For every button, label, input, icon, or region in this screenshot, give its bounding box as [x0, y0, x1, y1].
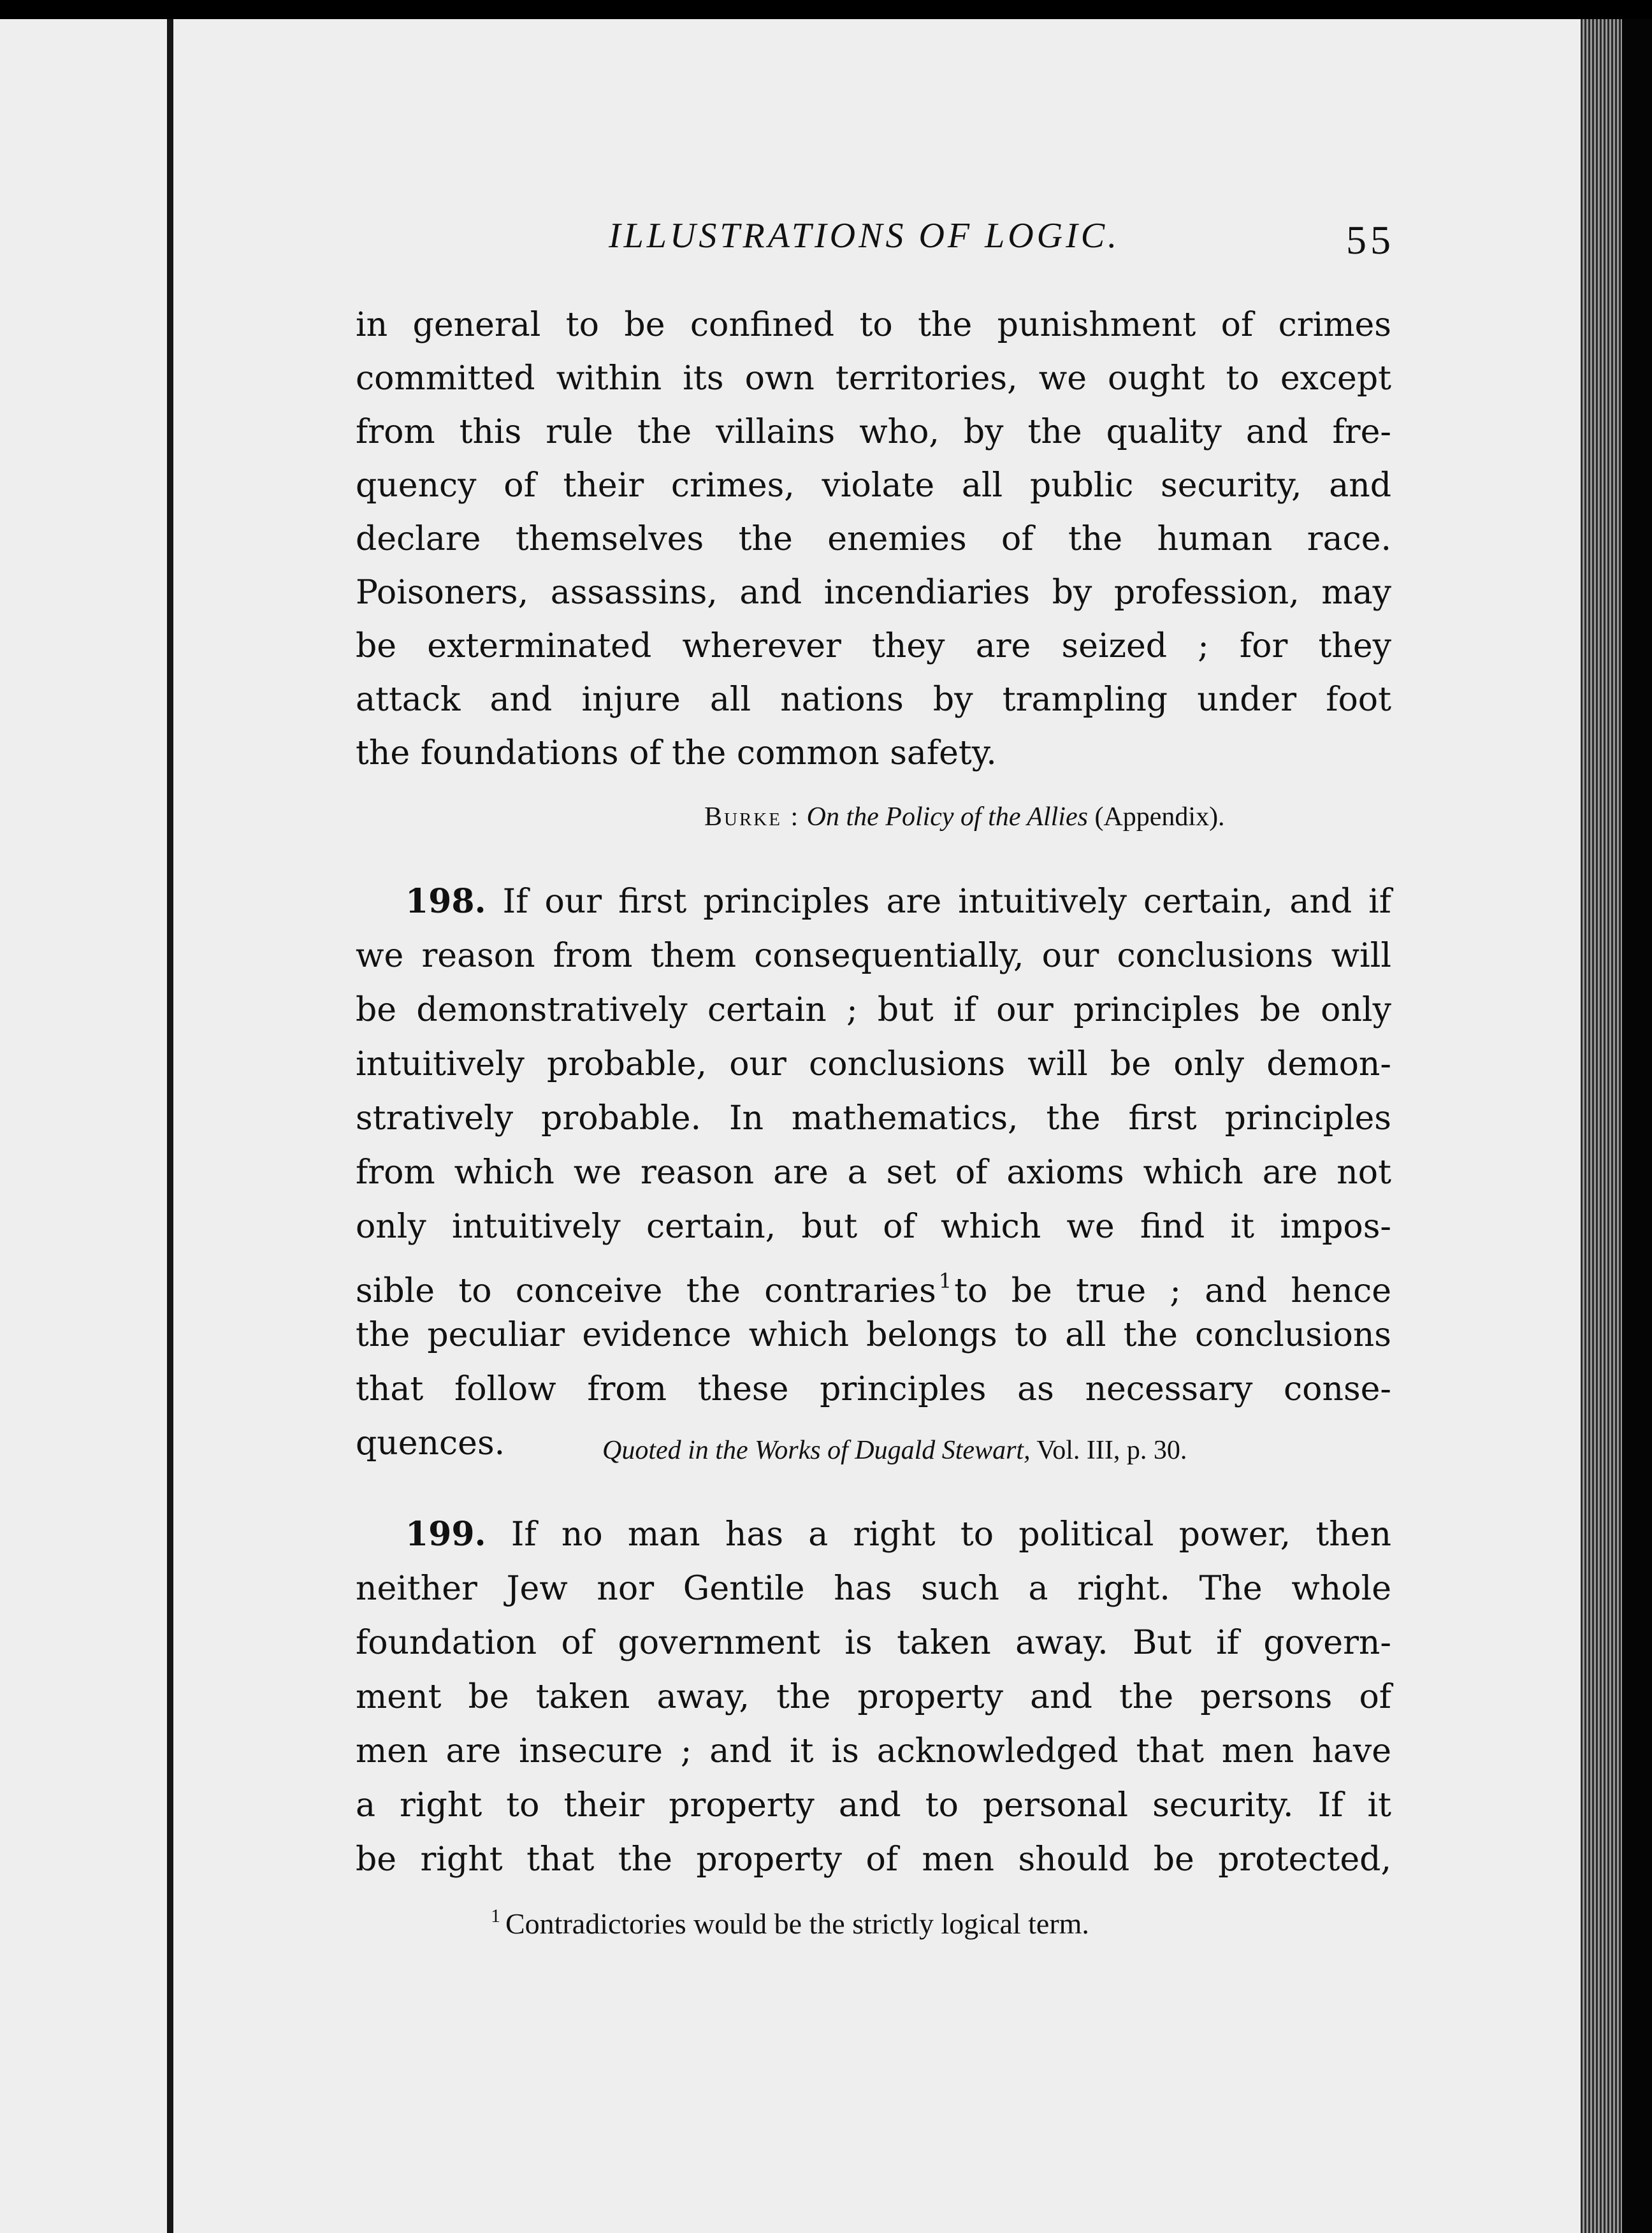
text-line: declare themselves the enemies of the human race.: [356, 520, 1391, 558]
text-line: be demonstratively certain ; but if our principles be only: [356, 991, 1391, 1029]
book-gutter: [167, 19, 173, 2233]
footnote-text: Contradictories would be the strictly logical term.: [505, 1907, 1089, 1940]
text-line: the peculiar evidence which belongs to all the conclusions: [356, 1316, 1391, 1354]
text-line: quences.: [356, 1424, 505, 1463]
text-line: intuitively probable, our conclusions will be only demon-: [356, 1045, 1391, 1083]
passage-number: 199.: [405, 1515, 486, 1554]
page-number: 55: [1346, 217, 1395, 263]
text-line: stratively probable. In mathematics, the first principles: [356, 1099, 1391, 1138]
text-line-with-note: [356, 1262, 1391, 1310]
citation-note: (Appendix).: [1094, 802, 1225, 832]
footnote-reference: 1: [938, 1269, 952, 1293]
citation-burke: [704, 802, 1225, 832]
text-fragment: sible to conceive the contraries: [356, 1272, 936, 1310]
citation-work: Quoted in the Works of Dugald Stewart,: [602, 1436, 1031, 1465]
text-line: foundation of government is taken away. But if govern-: [356, 1624, 1391, 1662]
text-line: If no man has a right to political power, then: [511, 1515, 1391, 1554]
text-line: the foundations of the common safety.: [356, 734, 997, 772]
text-line: If our first principles are intuitively certain, and if: [502, 883, 1391, 921]
text-line: be right that the property of men should be protected,: [356, 1840, 1391, 1879]
text-line: men are insecure ; and it is acknowledged that men have: [356, 1732, 1391, 1770]
text-fragment: to be true ; and hence: [954, 1272, 1391, 1310]
running-title: ILLUSTRATIONS OF LOGIC.: [609, 216, 1120, 256]
passage-198-first-line: [405, 883, 1391, 921]
text-line: committed within its own territories, we ought to except: [356, 359, 1391, 398]
citation-work: On the Policy of the Allies: [806, 802, 1088, 832]
text-line: neither Jew nor Gentile has such a right. The whole: [356, 1570, 1391, 1608]
text-line: from this rule the villains who, by the quality and fre-: [356, 413, 1391, 451]
text-line: in general to be confined to the punishment of crimes: [356, 306, 1391, 344]
passage-number: 198.: [405, 882, 486, 921]
citation-author: Burke :: [704, 802, 801, 832]
text-line: ment be taken away, the property and the persons of: [356, 1678, 1391, 1716]
text-line: we reason from them consequentially, our conclusions will: [356, 937, 1391, 975]
footnote: [491, 1905, 1089, 1940]
text-line: be exterminated wherever they are seized ; for they: [356, 627, 1391, 665]
text-line: attack and injure all nations by trampling under foot: [356, 681, 1391, 719]
text-line: a right to their property and to personal security. If it: [356, 1786, 1391, 1825]
passage-199-first-line: [405, 1515, 1391, 1554]
text-line: Poisoners, assassins, and incendiaries by profession, may: [356, 574, 1391, 612]
text-line: quency of their crimes, violate all public security, and: [356, 466, 1391, 505]
citation-volume: Vol. III, p. 30.: [1036, 1436, 1187, 1465]
text-line: from which we reason are a set of axioms which are not: [356, 1153, 1391, 1192]
footnote-marker: 1: [491, 1905, 500, 1926]
page-edge-shadow: [1622, 19, 1652, 2233]
citation-stewart: [602, 1435, 1187, 1466]
text-line: that follow from these principles as necessary conse-: [356, 1370, 1391, 1408]
text-line: only intuitively certain, but of which we find it impos-: [356, 1208, 1391, 1246]
